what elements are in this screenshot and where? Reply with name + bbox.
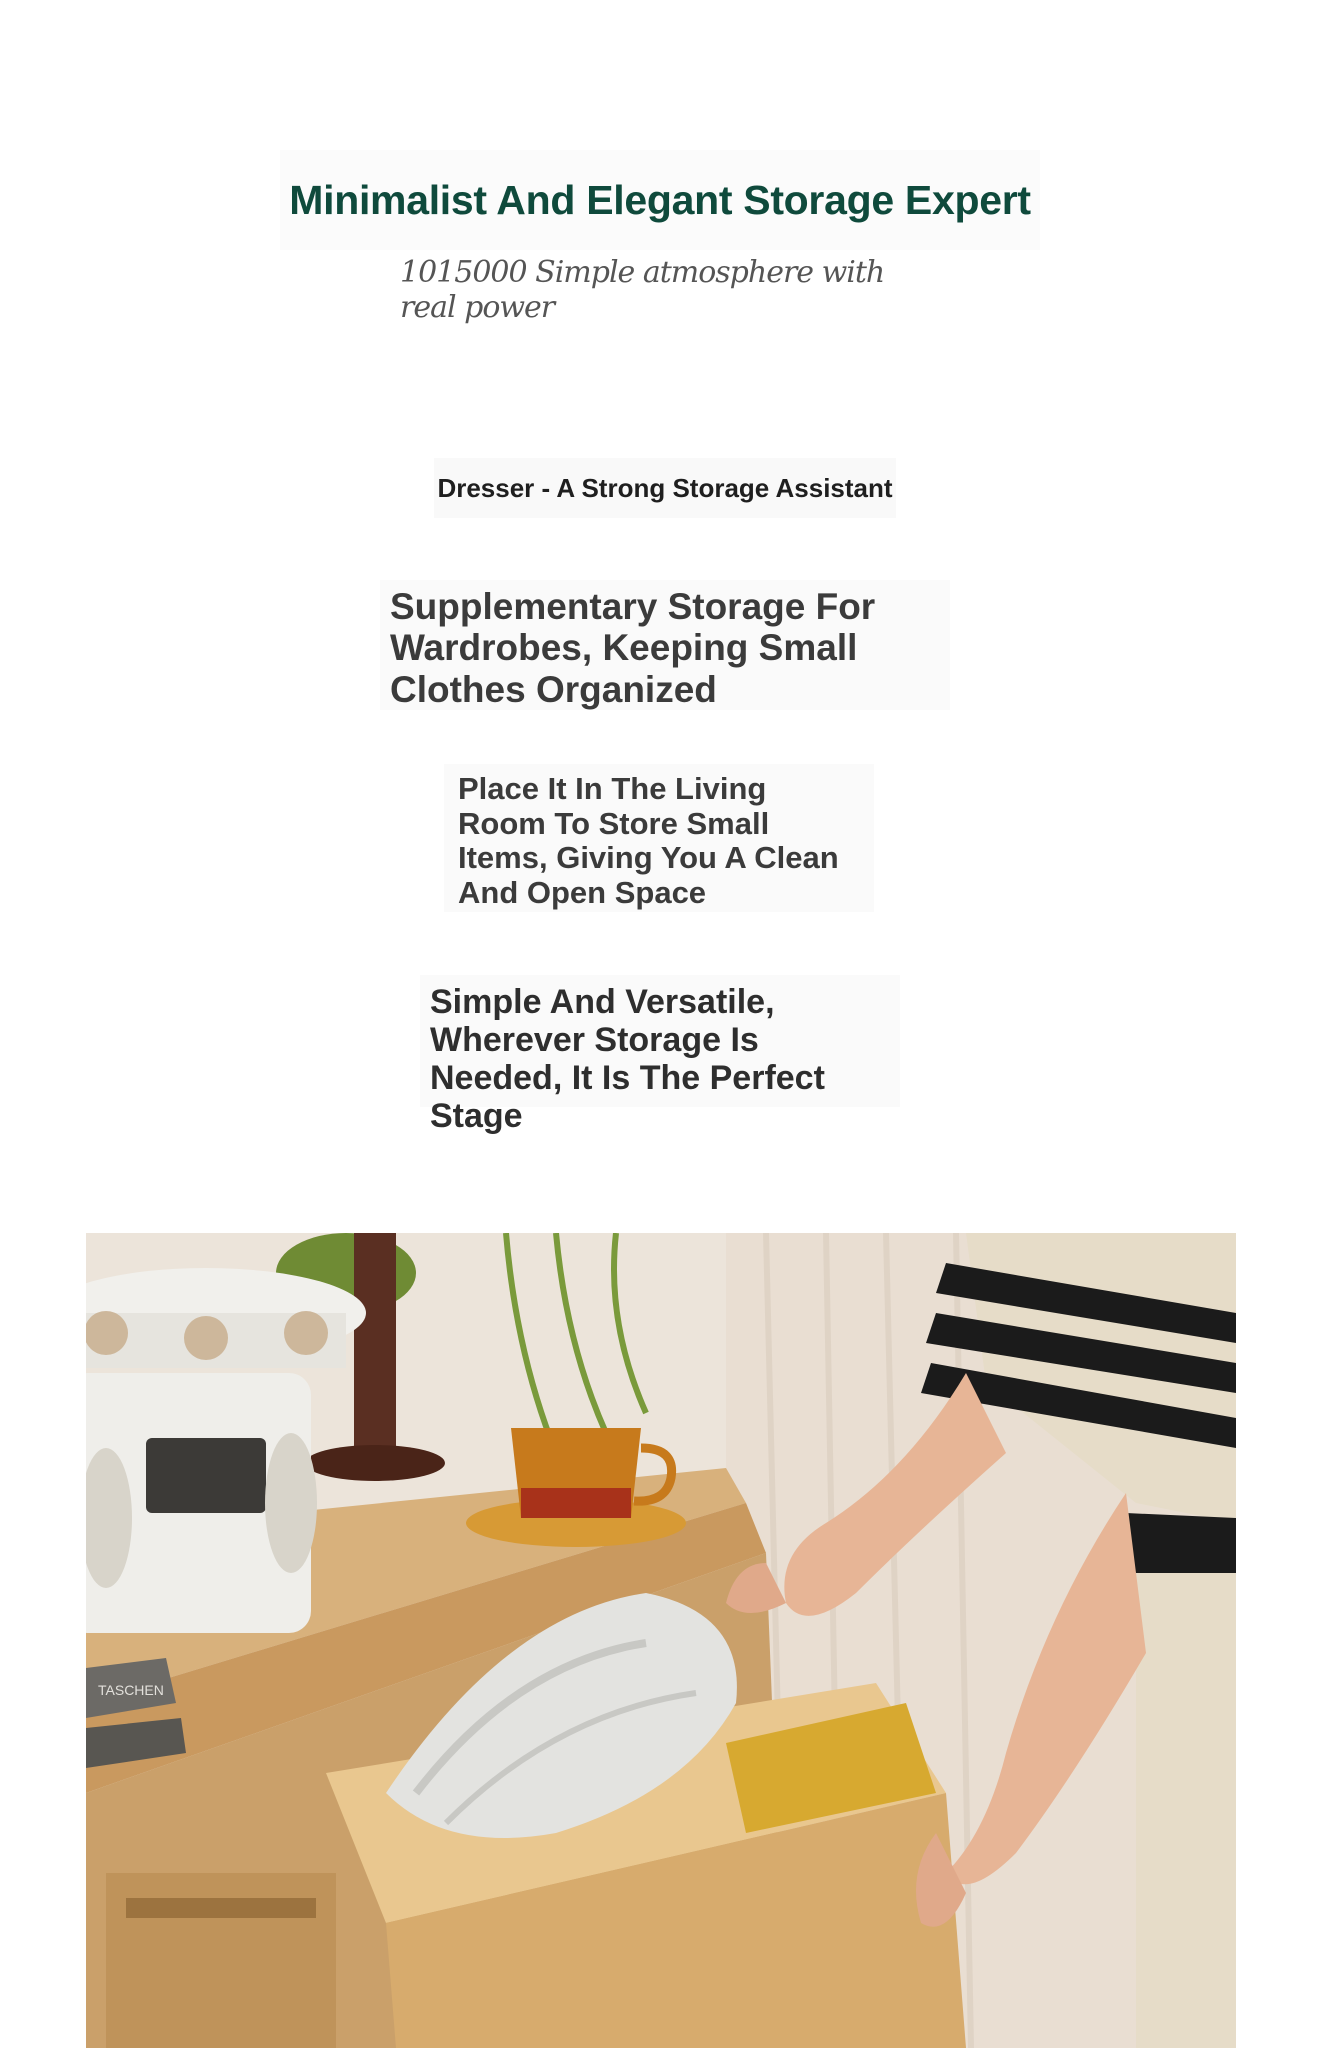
feature-text-wardrobe: Supplementary Storage For Wardrobes, Keeping Small Clothes Organized	[380, 580, 950, 710]
dresser-illustration	[86, 1233, 1236, 2048]
feature-text-versatile: Simple And Versatile, Wherever Storage Is Needed, It Is The Perfect Stage	[420, 975, 900, 1107]
page-title: Minimalist And Elegant Storage Expert	[280, 150, 1040, 250]
script-tagline: 1015000 Simple atmosphere with real power	[400, 255, 885, 325]
product-photo-dresser	[86, 1233, 1236, 2048]
feature-text-living-room: Place It In The Living Room To Store Small Items, Giving You A Clean And Open Space	[444, 764, 874, 912]
book-label: TASCHEN	[98, 1682, 164, 1698]
section-subheading: Dresser - A Strong Storage Assistant	[434, 458, 896, 518]
